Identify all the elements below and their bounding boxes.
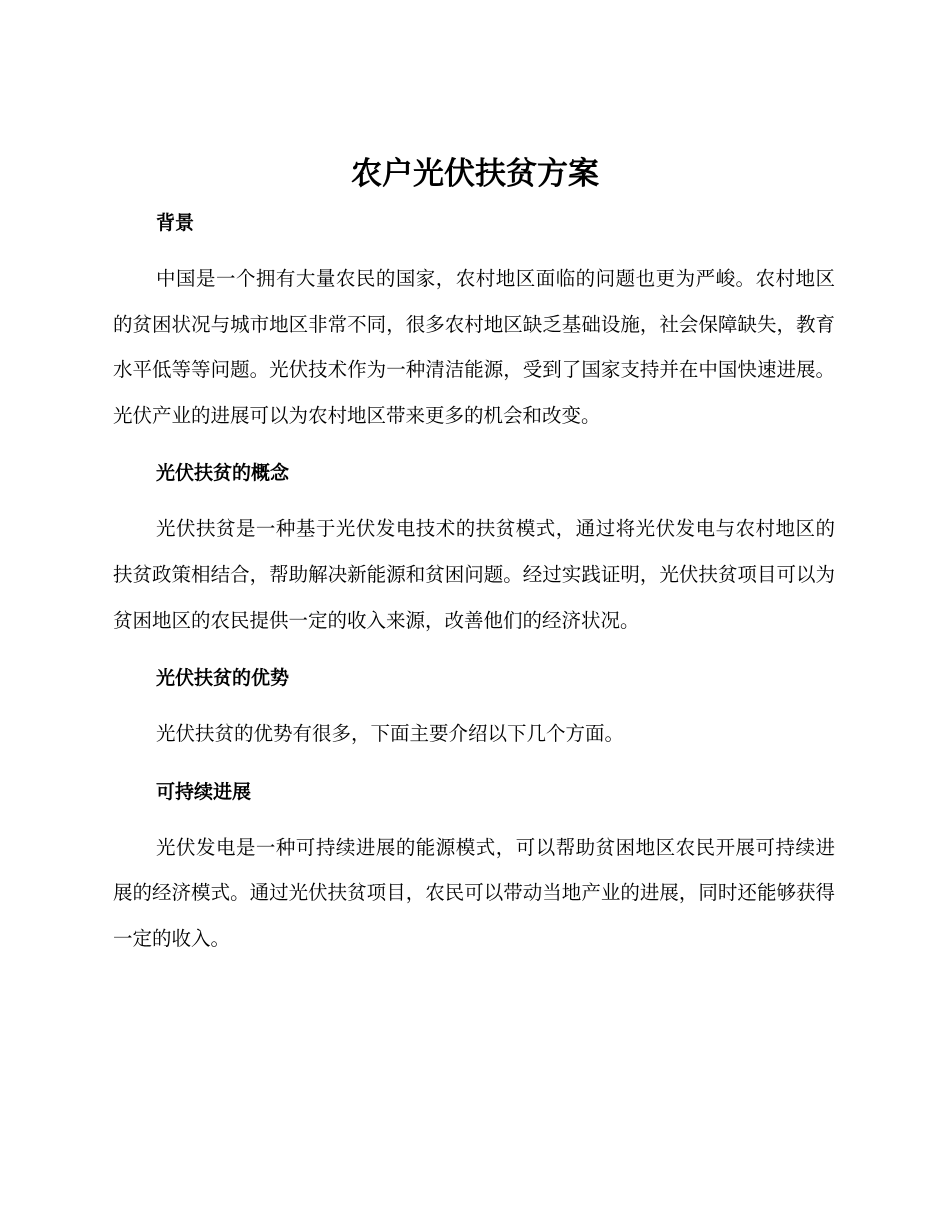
section-paragraph: 光伏扶贫的优势有很多，下面主要介绍以下几个方面。 xyxy=(156,722,625,746)
section-paragraph: 光伏扶贫是一种基于光伏发电技术的扶贫模式，通过将光伏发电与农村地区的扶贫政策相结合，帮助解决新能源和贫困问题。经过实践证明，光伏扶贫项目可以为贫困地区的农民提供一定的收入来源，改善他们的经济状况。 xyxy=(113,517,835,632)
section-heading: 光伏扶贫的优势 xyxy=(156,667,290,690)
section-paragraph: 光伏发电是一种可持续进展的能源模式，可以帮助贫困地区农民开展可持续进展的经济模式。通过光伏扶贫项目，农民可以带动当地产业的进展，同时还能够获得一定的收入。 xyxy=(113,835,835,950)
section-concept xyxy=(113,450,835,643)
section-heading: 可持续进展 xyxy=(156,780,252,803)
document-title: 农户光伏扶贫方案 xyxy=(351,156,599,192)
section-heading: 背景 xyxy=(156,212,195,234)
section-heading: 光伏扶贫的概念 xyxy=(156,462,290,485)
section-background xyxy=(113,200,835,438)
section-sustainable xyxy=(113,769,835,962)
document-body xyxy=(113,200,835,962)
section-paragraph: 中国是一个拥有大量农民的国家，农村地区面临的问题也更为严峻。农村地区的贫困状况与城市地区非常不同，很多农村地区缺乏基础设施，社会保障缺失，教育水平低等等问题。光伏技术作为一种清洁能源，受到了国家支持并在中国快速进展。光伏产业的进展可以为农村地区带来更多的机会和改变。 xyxy=(113,267,835,427)
section-advantages xyxy=(113,655,835,757)
